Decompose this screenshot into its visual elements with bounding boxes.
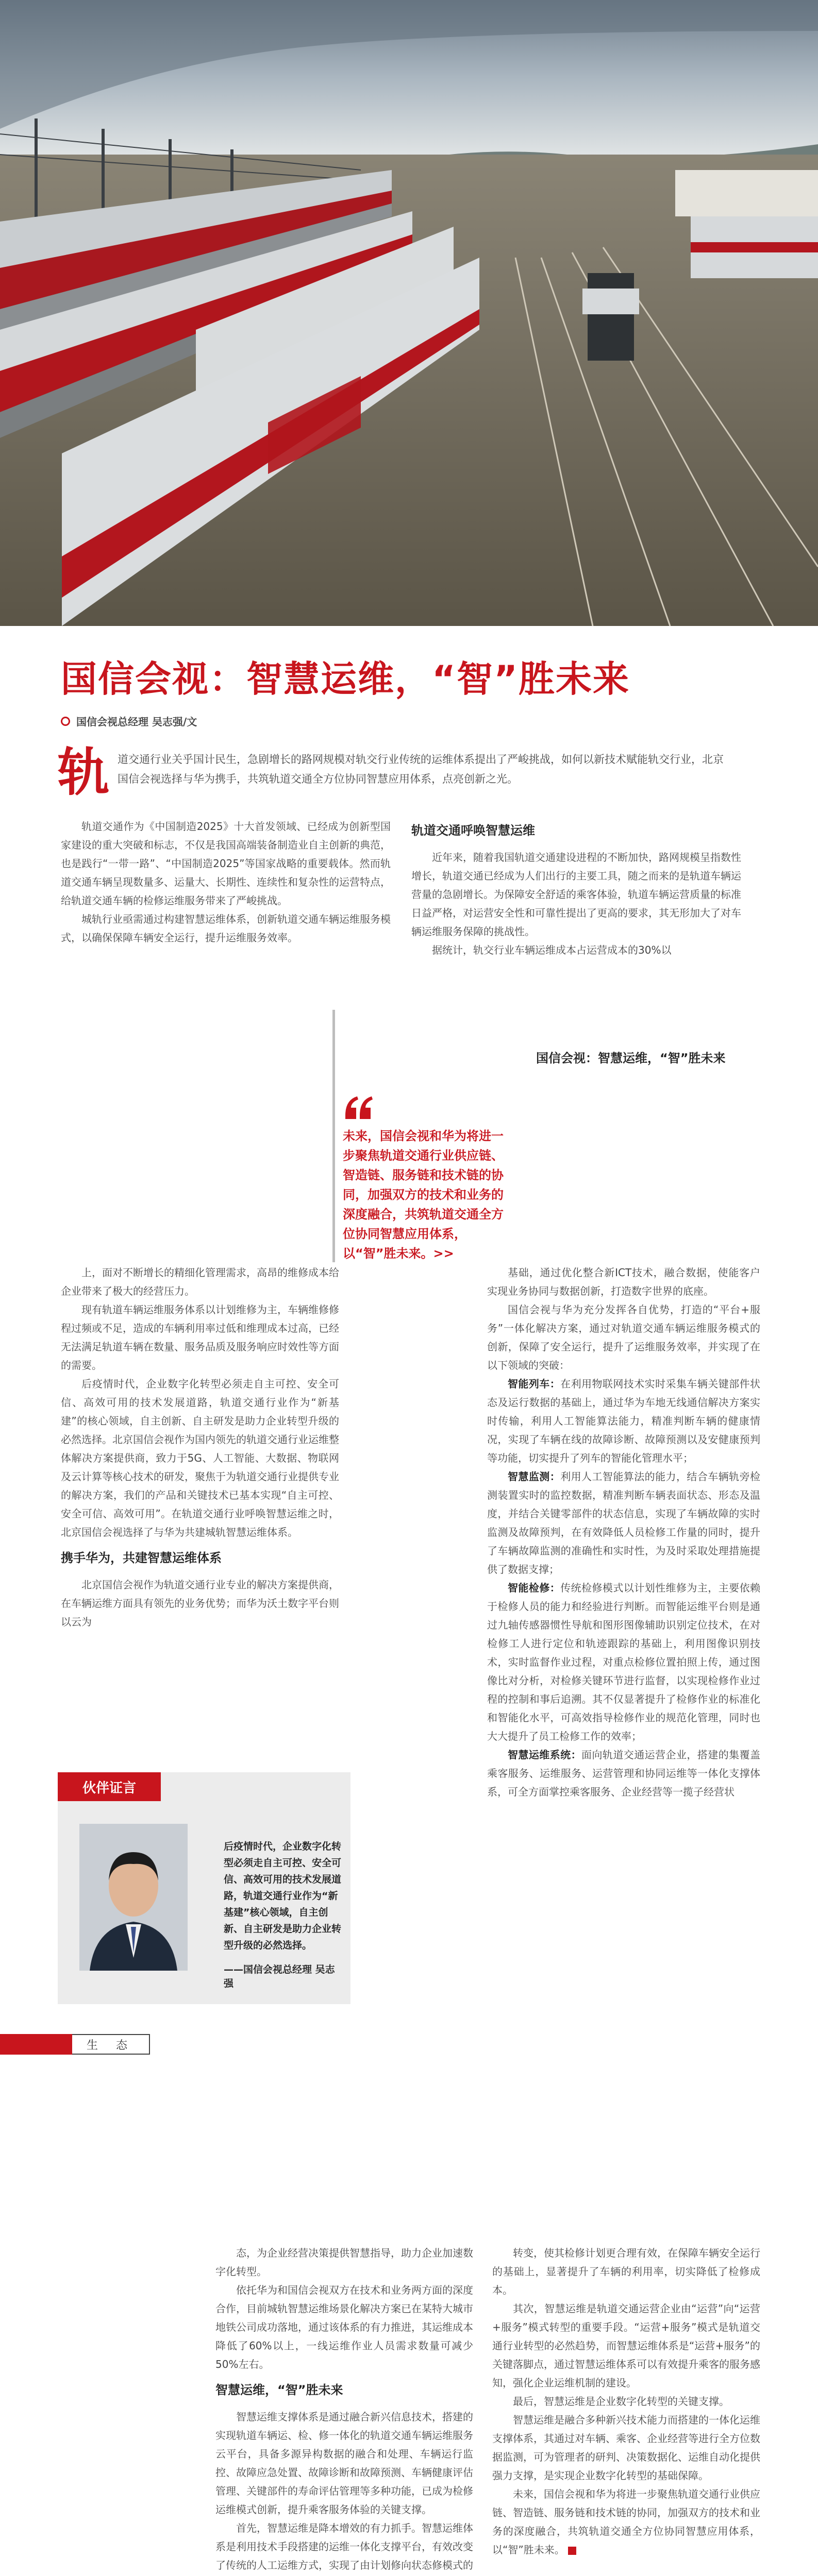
col5-heading: 智慧运维，“智”胜未来 — [215, 2383, 343, 2397]
col5-para-3: 智慧运维支撑体系是通过融合新兴信息技术，搭建的实现轨道车辆运、检、修一体化的轨道交通车辆运维服务云平台，具备多源异构数据的融合和处理、车辆运行监控、故障应急处置、故障诊断和故障预测、车辆健康评估管理、关键部件的寿命评估管理等多种功能，已成为检修运维模式创新，提升乘客服务体验的关键支撑。 — [215, 2411, 473, 2516]
col4-item-2-text: 利用人工智能算法的能力，结合车辆轨旁检测装置实时的监控数据，精准判断车辆表面状态、形态及温度，并结合关键零部件的状态信息，实现了车辆故障的实时监测及故障预判，在有效降低人员检修工作量的同时，提升了车辆故障监测的准确性和实时性，为及时采取处理措施提供了数据支撑； — [487, 1470, 761, 1575]
hero-illustration — [0, 0, 818, 626]
col4-item-3-label: 智能检修： — [508, 1582, 561, 1594]
col4-item-4-label: 智慧运维系统： — [508, 1749, 582, 1761]
col2-para-1: 近年来，随着我国轨道交通建设进程的不断加快，路网规模呈指数性增长，轨道交通已经成为人们出行的主要工具，随之而来的是轨道车辆运营量的急剧增长。为保障安全舒适的乘客体验，轨道车辆运营质量的标准日益严格，对运营安全性和可靠性提出了更高的要求，其无形加大了对车辆运维服务保障的挑战性。 — [411, 851, 741, 938]
article-title: 国信会视：智慧运维，“智”胜未来 — [61, 658, 630, 700]
column-6 — [492, 2244, 760, 2559]
avatar-illustration — [79, 1824, 188, 1971]
drop-cap: 轨 — [58, 742, 109, 803]
col1-para-1: 轨道交通作为《中国制造2025》十大首发领域、已经成为创新型国家建设的重大突破和标志，不仅是我国高端装备制造业自主创新的典范，也是践行“一带一路”、“中国制造2025”等国家战略的重要载体。然而轨道交通车辆呈现数量多、运量大、长期性、连续性和复杂性的运营特点，给轨道交通车辆的检修运维服务带来了严峻挑战。 — [61, 820, 391, 907]
column-3 — [61, 1263, 339, 1631]
partner-header: 伙伴证言 — [58, 1772, 161, 1801]
col6-para-2: 其次，智慧运维是轨道交通运营企业由“运营”向“运营+服务”模式转型的重要手段。“运营+服务”模式是轨道交通行业转型的必然趋势，而智慧运维体系是“运营+服务”的关键落脚点，通过智慧运维体系可以有效提升乘客的服务感知，强化企业运维机制的建设。 — [492, 2302, 760, 2389]
section-tag-label-page-2: 生 态 — [72, 2034, 150, 2055]
col3-heading: 携手华为，共建智慧运维体系 — [61, 1551, 222, 1565]
byline-bullet-icon — [61, 717, 70, 726]
col6-para-3: 最后，智慧运维是企业数字化转型的关键支撑。 — [513, 2395, 729, 2408]
col4-item-1-text: 在利用物联网技术实时采集车辆关键部件状态及运行数据的基础上，通过华为车地无线通信解决方案实时传输，利用人工智能算法能力，精准判断车辆的健康情况，实现了车辆在线的故障诊断、故障预测以及安健康预判等功能，切实提升了列车的智能化管理水平； — [487, 1378, 761, 1464]
col5-para-2: 依托华为和国信会视双方在技术和业务两方面的深度合作，目前城轨智慧运维场景化解决方案已在某特大城市地铁公司成功落地，通过该体系的有力推进，其运维成本降低了60%以上，一线运维作业人员需求数量可减少50%左右。 — [215, 2284, 473, 2370]
col6-para-5-text: 未来，国信会视和华为将进一步聚焦轨道交通行业供应链、智造链、服务链和技术链的协同，加强双方的技术和业务的深度融合，共筑轨道交通全方位协同智慧应用体系，以“智”胜未来。 — [492, 2488, 760, 2556]
col4-item-3 — [487, 1579, 760, 1745]
col2-para-2: 据统计，轨交行业车辆运维成本占运营成本的30%以 — [432, 944, 672, 956]
partner-testimonial-box — [58, 1772, 350, 2004]
col3-para-4: 北京国信会视作为轨道交通行业专业的解决方案提供商，在车辆运维方面具有领先的业务优势；而华为沃土数字平台则以云为 — [61, 1579, 339, 1628]
pull-quote: 未来，国信会视和华为将进一步聚焦轨道交通行业供应链、智造链、服务链和技术链的协同，加强双方的技术和业务的深度融合，共筑轨道交通全方位协同智慧应用体系，以“智”胜未来。>> — [343, 1129, 504, 1261]
col3-para-3: 后疫情时代，企业数字化转型必须走自主可控、安全可信、高效可用的技术发展道路，轨道交通行业作为“新基建”的核心领域，自主创新、自主研发是助力企业转型升级的必然选择。北京国信会视作为国内领先的轨道交通行业运维整体解决方案提供商，致力于5G、人工智能、大数据、物联网及云计算等核心技术的研发，聚焦于为轨道交通行业提供专业的解决方案，我们的产品和关键技术已基本实现“自主可控、安全可信、高效可用”。在轨道交通行业呼唤智慧运维之时，北京国信会视选择了与华为共建城轨智慧运维体系。 — [61, 1378, 339, 1538]
col4-para-2: 国信会视与华为充分发挥各自优势，打造的“平台+服务”一体化解决方案，通过对轨道交通车辆运维服务模式的创新，保障了安全运行，提升了运维服务效率，并实现了在以下领域的突破： — [487, 1303, 760, 1371]
col5-para-1: 态，为企业经营决策提供智慧指导，助力企业加速数字化转型。 — [215, 2247, 473, 2278]
lead-paragraph: 道交通行业关乎国计民生，急剧增长的路网规模对轨交行业传统的运维体系提出了严峻挑战，如何以新技术赋能轨交行业，北京国信会视选择与华为携手，共筑轨道交通全方位协同智慧应用体系，点亮创新之光。 — [118, 753, 724, 785]
col4-item-1-label: 智能列车： — [508, 1378, 561, 1390]
section-tag-bar-page-2 — [0, 2034, 72, 2055]
col6-para-5 — [492, 2485, 760, 2559]
column-2 — [411, 814, 741, 959]
col4-item-2-label: 智慧监测： — [508, 1470, 561, 1483]
col4-item-4 — [487, 1745, 760, 1801]
quote-mark-icon — [343, 1092, 374, 1123]
partner-quote: 后疫情时代，企业数字化转型必须走自主可控、安全可信、高效可用的技术发展道路，轨道交通行业作为“新基建”核心领域，自主创新、自主研发是助力企业转型升级的必然选择。 — [224, 1841, 342, 1951]
col4-item-2 — [487, 1467, 760, 1579]
col4-item-4-text: 面向轨道交通运营企业，搭建的集覆盖乘客服务、运维服务、运营管理和协同运维等一体化支撑体系，可全方面掌控乘客服务、企业经营等一揽子经营状 — [487, 1749, 761, 1798]
column-4 — [487, 1263, 760, 1801]
section-tag-page-2 — [0, 2034, 150, 2055]
col6-para-4: 智慧运维是融合多种新兴技术能力而搭建的一体化运维支撑体系，其通过对车辆、乘客、企业经营等进行全方位数据监测，可为管理者的研判、决策数据化、运维自动化提供强力支撑，是实现企业数字化转型的基础保障。 — [492, 2414, 760, 2482]
col3-para-2: 现有轨道车辆运维服务体系以计划维修为主，车辆维修修程过频或不足，造成的车辆利用率过低和维理成本过高，已经无法满足轨道车辆在数量、服务品质及服务响应时效性等方面的需要。 — [61, 1303, 339, 1371]
column-5 — [215, 2244, 473, 2574]
col4-item-1 — [487, 1375, 760, 1467]
partner-signature: ——国信会视总经理 吴志强 — [224, 1964, 335, 1989]
end-mark-icon — [568, 2547, 576, 2555]
vertical-divider — [332, 1010, 335, 1262]
avatar — [79, 1824, 188, 1971]
byline-text: 国信会视总经理 吴志强/文 — [76, 716, 197, 728]
col4-para-1: 基础，通过优化整合新ICT技术，融合数据，使能客户实现业务协同与数据创新，打造数字世界的底座。 — [487, 1266, 760, 1297]
column-1 — [61, 817, 391, 947]
col4-item-3-text: 传统检修模式以计划性维修为主，主要依赖于检修人员的能力和经验进行判断。而智能运维平台则是通过九轴传感器惯性导航和图形图像辅助识别定位技术，在对检修工人进行定位和轨迹跟踪的基础上，利用图像识别技术，实时监督作业过程，对重点检修位置拍照上传，通过图像比对分析，对检修关键环节进行监督，以实现检修作业过程的控制和事后追溯。其不仅显著提升了检修作业的标准化和智能化水平，可高效指导检修作业的规范化管理，同时也大大提升了员工检修工作的效率； — [487, 1582, 761, 1742]
col3-para-1: 上，面对不断增长的精细化管理需求，高昂的维修成本给企业带来了极大的经营压力。 — [61, 1266, 339, 1297]
running-title: 国信会视：智慧运维，“智”胜未来 — [536, 1051, 726, 1065]
byline — [61, 714, 197, 728]
col6-para-1: 转变，使其检修计划更合理有效，在保障车辆安全运行的基础上，显著提升了车辆的利用率，切实降低了检修成本。 — [492, 2247, 760, 2296]
col1-para-2: 城轨行业亟需通过构建智慧运维体系，创新轨道交通车辆运维服务模式，以确保保障车辆安全运行，提升运维服务效率。 — [61, 913, 391, 944]
hero-photo-trains — [0, 0, 818, 626]
col5-para-4: 首先，智慧运维是降本增效的有力抓手。智慧运维体系是利用技术手段搭建的运维一体化支撑平台，有效改变了传统的人工运维方式，实现了由计划修向状态修模式的 — [215, 2522, 473, 2571]
col2-heading: 轨道交通呼唤智慧运维 — [411, 823, 535, 838]
